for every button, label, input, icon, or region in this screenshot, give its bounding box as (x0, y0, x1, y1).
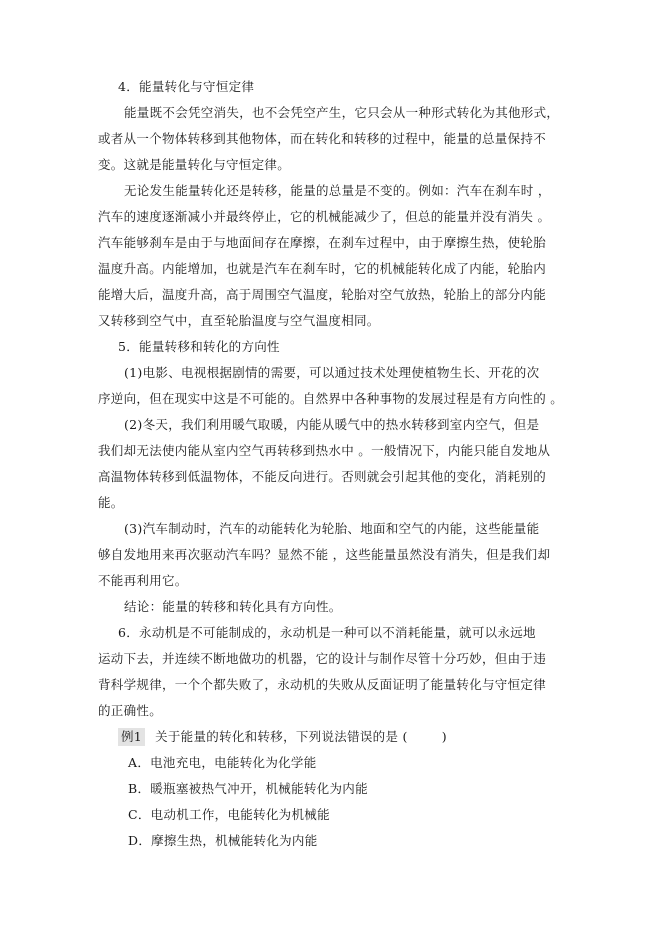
text-line: (2)冬天，我们利用暖气取暖，内能从暖气中的热水转移到室内空气，但是 (124, 417, 540, 432)
text-line: 高温物体转移到低温物体，不能反向进行。否则就会引起其他的变化，消耗别的 (98, 469, 547, 484)
option-b: B．暖瓶塞被热气冲开，机械能转化为内能 (128, 781, 368, 796)
text-line: 汽车的速度逐渐减小并最终停止，它的机械能减少了，但总的能量并没有消失 。 (98, 209, 551, 224)
text-line: 能增大后，温度升高，高于周围空气温度，轮胎对空气放热，轮胎上的部分内能 (98, 287, 547, 302)
text-line: 汽车能够刹车是由于与地面间存在摩擦，在刹车过程中，由于摩擦生热，使轮胎 (98, 235, 547, 250)
text-line: 序逆向，但在现实中这是不可能的。自然界中各种事物的发展过程是有方向性的 。 (98, 391, 564, 406)
text-line: 能量既不会凭空消失，也不会凭空产生，它只会从一种形式转化为其他形式， (124, 105, 560, 120)
option-c: C．电动机工作，电能转化为机械能 (128, 807, 330, 822)
text-line: 的正确性。 (98, 703, 163, 718)
text-line: 变。这就是能量转化与守恒定律。 (98, 157, 291, 172)
text-line: 我们却无法使内能从室内空气再转移到热水中 。一般情况下，内能只能自发地从 (98, 443, 551, 458)
text-line: 背科学规律，一个个都失败了，永动机的失败从反面证明了能量转化与守恒定律 (98, 677, 547, 692)
section-4-paragraph-1 (98, 100, 564, 178)
answer-options (98, 750, 564, 854)
section-4-paragraph-2 (98, 178, 564, 334)
section-5-item-2 (98, 412, 564, 516)
text-line: 温度升高。内能增加，也就是汽车在刹车时，它的机械能转化成了内能，轮胎内 (98, 261, 547, 276)
text-line: 6．永动机是不可能制成的，永动机是一种可以不消耗能量，就可以永远地 (118, 625, 536, 640)
document-body (98, 74, 564, 854)
text-line: 又转移到空气中，直至轮胎温度与空气温度相同。 (98, 313, 380, 328)
text-line: (1)电影、电视根据剧情的需要，可以通过技术处理使植物生长、开花的次 (124, 365, 540, 380)
option-a: A．电池充电，电能转化为化学能 (128, 755, 317, 770)
example-question (98, 724, 564, 750)
text-line: (3)汽车制动时，汽车的动能转化为轮胎、地面和空气的内能，这些能量能 (124, 521, 540, 536)
text-line: 能。 (98, 495, 124, 510)
text-line: 无论发生能量转化还是转移，能量的总量是不变的。例如：汽车在刹车时 ， (124, 183, 551, 198)
section-5-item-1 (98, 360, 564, 412)
question-text: 关于能量的转化和转移，下列说法错误的是 ( (155, 729, 408, 744)
option-d: D．摩擦生热，机械能转化为内能 (128, 833, 318, 848)
text-line: 运动下去，并连续不断地做功的机器，它的设计与制作尽管十分巧妙，但由于违 (98, 651, 547, 666)
section-4-heading: 4．能量转化与守恒定律 (118, 79, 255, 94)
example-tag: 例1 (118, 728, 145, 746)
question-close-paren: ) (441, 729, 447, 744)
text-line: 不能再利用它。 (98, 573, 188, 588)
text-line: 或者从一个物体转移到其他物体，而在转化和转移的过程中，能量的总量保持不 (98, 131, 547, 146)
text-line: 够自发地用来再次驱动汽车吗？显然不能 ，这些能量虽然没有消失，但是我们却 (98, 547, 551, 562)
section-5-heading: 5．能量转移和转化的方向性 (118, 339, 280, 354)
section-5-item-3 (98, 516, 564, 594)
section-6-paragraph (98, 620, 564, 724)
section-5-conclusion: 结论：能量的转移和转化具有方向性。 (124, 599, 342, 614)
